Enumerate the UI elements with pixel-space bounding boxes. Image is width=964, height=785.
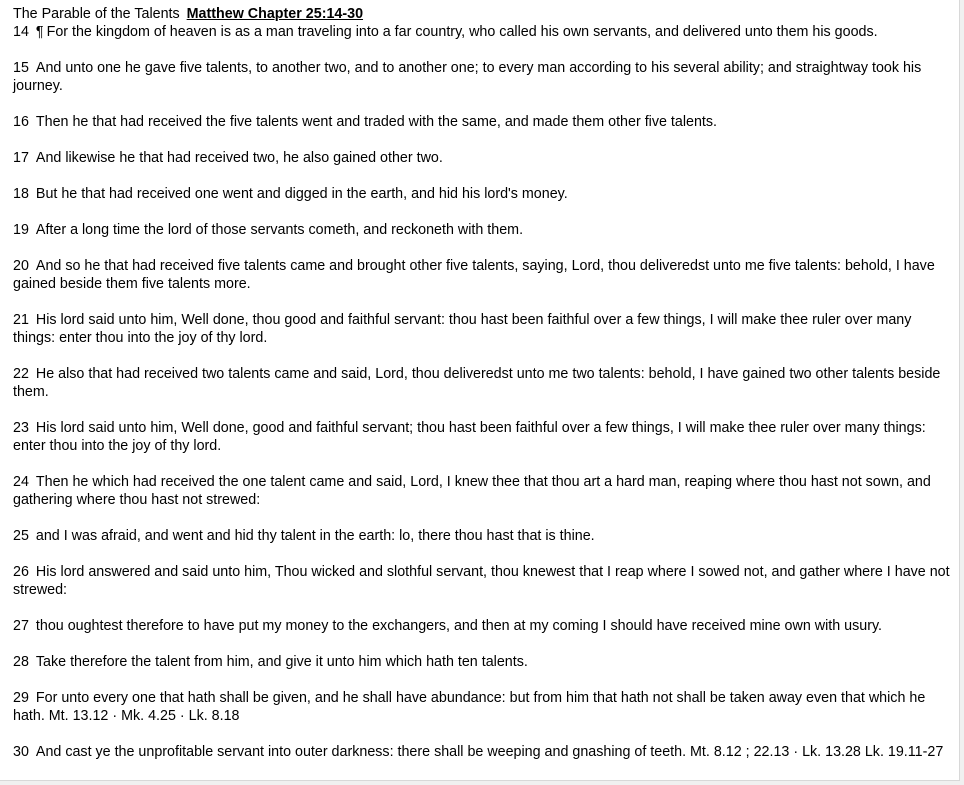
verse-24	[13, 473, 957, 509]
verse-text: thou oughtest therefore to have put my money to the exchangers, and then at my coming I should have received mine own with usury.	[35, 618, 883, 634]
verse-number: 15	[13, 60, 29, 76]
verse-number: 23	[13, 420, 29, 436]
verse-22	[13, 365, 957, 401]
verse-number: 22	[13, 366, 29, 382]
verse-28	[13, 653, 957, 671]
verse-text: and I was afraid, and went and hid thy talent in the earth: lo, there thou hast that is thine.	[35, 528, 595, 544]
verse-23	[13, 419, 957, 455]
verse-14	[13, 23, 957, 41]
verse-text: He also that had received two talents came and said, Lord, thou deliveredst unto me two talents: behold, I have gained two other talents beside them.	[13, 366, 941, 400]
verse-27	[13, 617, 957, 635]
pilcrow-mark: ¶	[35, 24, 44, 40]
page-title: The Parable of the Talents	[13, 6, 180, 22]
verse-21	[13, 311, 957, 347]
verse-30	[13, 743, 957, 761]
verse-25	[13, 527, 957, 545]
verse-number: 25	[13, 528, 29, 544]
verse-text: For the kingdom of heaven is as a man traveling into a far country, who called his own servants, and delivered unto them his goods.	[46, 24, 878, 40]
verse-number: 27	[13, 618, 29, 634]
verse-number: 26	[13, 564, 29, 580]
verse-number: 18	[13, 186, 29, 202]
verse-text: And so he that had received five talents came and brought other five talents, saying, Lord, thou deliveredst unto me five talents: behold, I have gained beside them five talents more.	[13, 258, 935, 292]
title-line	[13, 5, 957, 23]
chapter-reference: Matthew Chapter 25:14-30	[186, 6, 364, 22]
verse-text: His lord said unto him, Well done, thou good and faithful servant: thou hast been faithful over a few things, I will make thee ruler over many things: enter thou into the joy of thy lord.	[13, 312, 912, 346]
verse-number: 14	[13, 24, 29, 40]
verse-number: 17	[13, 150, 29, 166]
verse-number: 29	[13, 690, 29, 706]
verse-text: And likewise he that had received two, he also gained other two.	[35, 150, 443, 166]
verse-17	[13, 149, 957, 167]
verse-text: After a long time the lord of those servants cometh, and reckoneth with them.	[35, 222, 524, 238]
verse-number: 21	[13, 312, 29, 328]
verse-number: 24	[13, 474, 29, 490]
document-content	[13, 5, 957, 779]
verse-26	[13, 563, 957, 599]
verse-15	[13, 59, 957, 95]
verse-number: 30	[13, 744, 29, 760]
verse-number: 19	[13, 222, 29, 238]
verse-text: Then he which had received the one talent came and said, Lord, I knew thee that thou art a hard man, reaping where thou hast not sown, and gathering where thou hast not strewed:	[13, 474, 931, 508]
verse-list	[13, 23, 957, 761]
verse-text: And cast ye the unprofitable servant into outer darkness: there shall be weeping and gnashing of teeth. Mt. 8.12 ; 22.13 · Lk. 13.28 Lk. 19.11-27	[35, 744, 944, 760]
verse-19	[13, 221, 957, 239]
verse-text: And unto one he gave five talents, to another two, and to another one; to every man according to his several ability; and straightway took his journey.	[13, 60, 922, 94]
verse-text: Then he that had received the five talents went and traded with the same, and made them other five talents.	[35, 114, 718, 130]
verse-text: His lord answered and said unto him, Thou wicked and slothful servant, thou knewest that I reap where I sowed not, and gather where I have not strewed:	[13, 564, 950, 598]
verse-text: His lord said unto him, Well done, good and faithful servant; thou hast been faithful over a few things, I will make thee ruler over many things: enter thou into the joy of thy lord.	[13, 420, 926, 454]
verse-text: But he that had received one went and digged in the earth, and hid his lord's money.	[35, 186, 568, 202]
verse-number: 28	[13, 654, 29, 670]
verse-20	[13, 257, 957, 293]
verse-29	[13, 689, 957, 725]
verse-18	[13, 185, 957, 203]
verse-number: 20	[13, 258, 29, 274]
verse-16	[13, 113, 957, 131]
verse-text: For unto every one that hath shall be given, and he shall have abundance: but from him that hath not shall be taken away even that which he hath. Mt. 13.12 · Mk. 4.25 · Lk. 8.18	[13, 690, 926, 724]
verse-number: 16	[13, 114, 29, 130]
verse-text: Take therefore the talent from him, and give it unto him which hath ten talents.	[35, 654, 528, 670]
